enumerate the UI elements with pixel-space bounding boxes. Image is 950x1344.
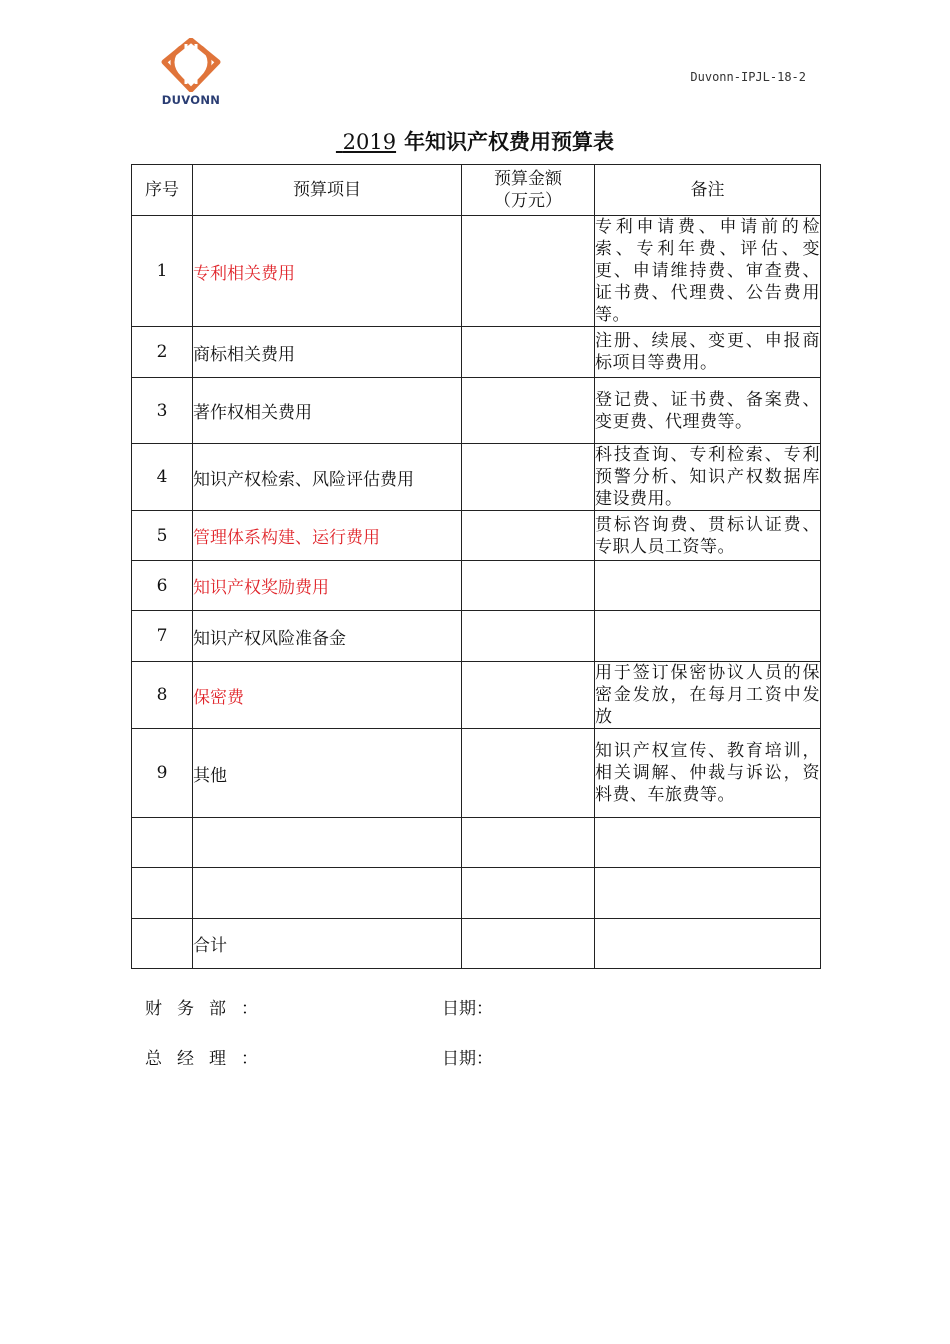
- row-no: 2: [132, 327, 193, 378]
- row-no: [132, 919, 193, 969]
- row-amount: [462, 561, 595, 611]
- table-row: [132, 611, 821, 662]
- table-row: [132, 662, 821, 729]
- budget-table: [131, 164, 821, 969]
- row-amount: [462, 378, 595, 444]
- row-no: 8: [132, 662, 193, 729]
- row-note: [595, 868, 821, 919]
- finance-label: 财务部: [145, 999, 241, 1019]
- row-note: 注册、续展、变更、申报商标项目等费用。: [595, 327, 821, 378]
- row-no: [132, 818, 193, 868]
- duvonn-logo-icon: [156, 38, 226, 92]
- row-amount: [462, 216, 595, 327]
- row-item: 知识产权风险准备金: [193, 611, 462, 662]
- col-header-amount-line2: （万元）: [494, 191, 562, 211]
- table-row: [132, 378, 821, 444]
- row-amount: [462, 868, 595, 919]
- table-total-row: [132, 919, 821, 969]
- finance-signature-label: [145, 994, 258, 1019]
- table-row: [132, 444, 821, 511]
- row-no: 6: [132, 561, 193, 611]
- col-header-amount-line1: 预算金额: [494, 169, 562, 189]
- row-no: 4: [132, 444, 193, 511]
- row-item: 商标相关费用: [193, 327, 462, 378]
- row-amount: [462, 327, 595, 378]
- row-no: 1: [132, 216, 193, 327]
- row-item: 保密费: [193, 662, 462, 729]
- row-item: 其他: [193, 729, 462, 818]
- title-text: 年知识产权费用预算表: [404, 129, 615, 154]
- row-no: 5: [132, 511, 193, 561]
- row-note: 贯标咨询费、贯标认证费、专职人员工资等。: [595, 511, 821, 561]
- logo-text: DUVONN: [161, 93, 221, 107]
- col-header-no: 序号: [132, 165, 193, 216]
- row-amount: [462, 662, 595, 729]
- row-note: 专利申请费、申请前的检索、专利年费、评估、变更、申请维持费、审查费、证书费、代理费、公告费用等。: [595, 217, 820, 325]
- manager-date-label: 日期：: [442, 1049, 493, 1069]
- row-note: 科技查询、专利检索、专利预警分析、知识产权数据库建设费用。: [595, 445, 820, 509]
- title-year: 2019: [342, 130, 397, 154]
- row-amount: [462, 729, 595, 818]
- row-item: [193, 868, 462, 919]
- row-item: 知识产权奖励费用: [193, 561, 462, 611]
- page-title: [0, 126, 950, 156]
- table-row: [132, 729, 821, 818]
- row-note: 知识产权宣传、教育培训，相关调解、仲裁与诉讼，资料费、车旅费等。: [595, 729, 821, 818]
- manager-signature-label: [145, 1044, 258, 1069]
- col-header-item: 预算项目: [193, 165, 462, 216]
- manager-colon: ：: [241, 1049, 258, 1069]
- row-amount: [462, 511, 595, 561]
- row-item: 专利相关费用: [193, 216, 462, 327]
- row-note: [595, 561, 821, 611]
- table-header-row: [132, 165, 821, 216]
- table-row: [132, 511, 821, 561]
- table-row: [132, 868, 821, 919]
- row-no: [132, 868, 193, 919]
- finance-date-label: 日期：: [442, 999, 493, 1019]
- row-no: 3: [132, 378, 193, 444]
- table-row: [132, 216, 821, 327]
- col-header-amount: [462, 165, 595, 216]
- row-amount-total: [462, 919, 595, 969]
- document-code: Duvonn-IPJL-18-2: [690, 70, 806, 84]
- row-no: 7: [132, 611, 193, 662]
- row-item: 著作权相关费用: [193, 378, 462, 444]
- row-note: [595, 919, 821, 969]
- table-row: [132, 561, 821, 611]
- row-note: 用于签订保密协议人员的保密金发放，在每月工资中发放: [595, 663, 820, 727]
- row-note: [595, 818, 821, 868]
- finance-colon: ：: [241, 999, 258, 1019]
- table-row: [132, 818, 821, 868]
- row-note: 登记费、证书费、备案费、变更费、代理费等。: [595, 378, 821, 444]
- row-item: [193, 818, 462, 868]
- row-amount: [462, 818, 595, 868]
- row-amount: [462, 444, 595, 511]
- table-row: [132, 327, 821, 378]
- row-item: 管理体系构建、运行费用: [193, 511, 462, 561]
- row-no: 9: [132, 729, 193, 818]
- row-item: 知识产权检索、风险评估费用: [193, 444, 462, 511]
- company-logo: [150, 38, 230, 110]
- col-header-note: 备注: [595, 165, 821, 216]
- row-note: [595, 611, 821, 662]
- row-item-total: 合计: [193, 919, 462, 969]
- manager-label: 总经理: [145, 1049, 241, 1069]
- row-amount: [462, 611, 595, 662]
